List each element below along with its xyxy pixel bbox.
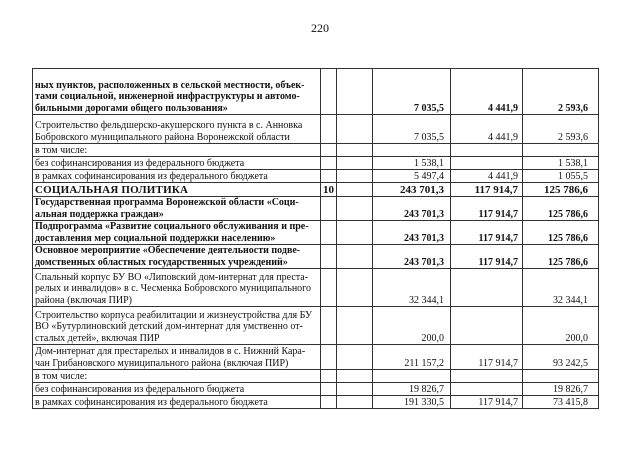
empty-cell — [337, 396, 373, 409]
budget-table — [32, 68, 599, 409]
table-row — [33, 383, 599, 396]
row-value-2: 117 914,7 — [451, 221, 523, 245]
row-value-1: 5 497,4 — [373, 170, 451, 183]
row-value-1 — [373, 144, 451, 157]
row-name: СОЦИАЛЬНАЯ ПОЛИТИКА — [33, 183, 321, 197]
row-value-1: 200,0 — [373, 307, 451, 345]
row-name: Дом-интернат для престарелых и инвалидов в с. Нижний Кара-чан Грибановского муниципального района (включая ПИР) — [33, 345, 321, 370]
empty-cell — [337, 69, 373, 115]
row-code — [321, 307, 337, 345]
row-value-3: 1 538,1 — [523, 157, 599, 170]
row-value-3: 32 344,1 — [523, 269, 599, 307]
table-row — [33, 197, 599, 221]
empty-cell — [337, 197, 373, 221]
empty-cell — [337, 157, 373, 170]
table-row — [33, 307, 599, 345]
empty-cell — [337, 115, 373, 144]
row-code — [321, 170, 337, 183]
row-code — [321, 396, 337, 409]
table-row — [33, 370, 599, 383]
row-code — [321, 221, 337, 245]
empty-cell — [337, 370, 373, 383]
table-row — [33, 157, 599, 170]
row-value-3: 19 826,7 — [523, 383, 599, 396]
row-code: 10 — [321, 183, 337, 197]
row-value-2: 117 914,7 — [451, 345, 523, 370]
row-value-1: 211 157,2 — [373, 345, 451, 370]
row-code — [321, 115, 337, 144]
empty-cell — [337, 383, 373, 396]
row-code — [321, 370, 337, 383]
row-value-2 — [451, 383, 523, 396]
row-name: без софинансирования из федерального бюджета — [33, 157, 321, 170]
empty-cell — [337, 307, 373, 345]
row-value-1 — [373, 370, 451, 383]
row-code — [321, 269, 337, 307]
row-value-3: 125 786,6 — [523, 183, 599, 197]
row-value-3 — [523, 370, 599, 383]
row-code — [321, 345, 337, 370]
table-row — [33, 170, 599, 183]
row-name: Строительство корпуса реабилитации и жизнеустройства для БУ ВО «Бутурлиновский детский дом-интернат для умственно от-сталых детей», включая ПИР — [33, 307, 321, 345]
row-value-1: 1 538,1 — [373, 157, 451, 170]
row-value-2: 4 441,9 — [451, 69, 523, 115]
row-value-2 — [451, 269, 523, 307]
row-value-1: 7 035,5 — [373, 69, 451, 115]
row-value-1: 243 701,3 — [373, 183, 451, 197]
row-code — [321, 383, 337, 396]
row-value-3: 2 593,6 — [523, 115, 599, 144]
empty-cell — [337, 144, 373, 157]
empty-cell — [337, 269, 373, 307]
row-code — [321, 157, 337, 170]
page-number: 220 — [311, 21, 329, 35]
table-row — [33, 245, 599, 269]
row-name: без софинансирования из федерального бюджета — [33, 383, 321, 396]
row-value-3 — [523, 144, 599, 157]
row-value-2: 117 914,7 — [451, 396, 523, 409]
row-value-2 — [451, 307, 523, 345]
empty-cell — [337, 170, 373, 183]
row-value-1: 7 035,5 — [373, 115, 451, 144]
row-value-2: 117 914,7 — [451, 183, 523, 197]
row-value-1: 19 826,7 — [373, 383, 451, 396]
row-value-3: 200,0 — [523, 307, 599, 345]
row-name: Спальный корпус БУ ВО «Липовский дом-интернат для преста-релых и инвалидов» в с. Чесменка Бобровского муниципального района (включая ПИР) — [33, 269, 321, 307]
row-name: Строительство фельдшерско-акушерского пункта в с. Анновка Бобровского муниципального района Воронежской области — [33, 115, 321, 144]
row-value-3: 125 786,6 — [523, 221, 599, 245]
row-value-1: 243 701,3 — [373, 221, 451, 245]
row-name: в рамках софинансирования из федерального бюджета — [33, 170, 321, 183]
row-value-3: 1 055,5 — [523, 170, 599, 183]
row-value-1: 191 330,5 — [373, 396, 451, 409]
row-code — [321, 144, 337, 157]
table-row — [33, 269, 599, 307]
row-value-3: 73 415,8 — [523, 396, 599, 409]
row-value-2 — [451, 370, 523, 383]
row-name: в том числе: — [33, 370, 321, 383]
table-row — [33, 183, 599, 197]
row-name: ных пунктов, расположенных в сельской местности, объек-тами социальной, инженерной инфраструктуры и автомо-бильными дорогами общего пользования» — [33, 69, 321, 115]
row-value-2: 117 914,7 — [451, 245, 523, 269]
row-name: в том числе: — [33, 144, 321, 157]
empty-cell — [337, 245, 373, 269]
row-name: в рамках софинансирования из федерального бюджета — [33, 396, 321, 409]
empty-cell — [337, 221, 373, 245]
row-name: Подпрограмма «Развитие социального обслуживания и пре-доставления мер социальной поддержки населению» — [33, 221, 321, 245]
row-code — [321, 197, 337, 221]
table-row — [33, 221, 599, 245]
table-row — [33, 396, 599, 409]
row-value-1: 243 701,3 — [373, 197, 451, 221]
row-value-1: 243 701,3 — [373, 245, 451, 269]
row-code — [321, 69, 337, 115]
row-value-3: 125 786,6 — [523, 245, 599, 269]
row-value-3: 2 593,6 — [523, 69, 599, 115]
row-value-2: 117 914,7 — [451, 197, 523, 221]
row-value-2 — [451, 144, 523, 157]
row-value-2: 4 441,9 — [451, 115, 523, 144]
row-name: Государственная программа Воронежской области «Соци-альная поддержка граждан» — [33, 197, 321, 221]
row-value-3: 125 786,6 — [523, 197, 599, 221]
row-value-2: 4 441,9 — [451, 170, 523, 183]
empty-cell — [337, 183, 373, 197]
row-name: Основное мероприятие «Обеспечение деятельности подве-домственных областных государственных учреждений» — [33, 245, 321, 269]
row-code — [321, 245, 337, 269]
row-value-3: 93 242,5 — [523, 345, 599, 370]
table-row — [33, 69, 599, 115]
row-value-2 — [451, 157, 523, 170]
table-row — [33, 115, 599, 144]
table-row — [33, 144, 599, 157]
table-row — [33, 345, 599, 370]
row-value-1: 32 344,1 — [373, 269, 451, 307]
empty-cell — [337, 345, 373, 370]
